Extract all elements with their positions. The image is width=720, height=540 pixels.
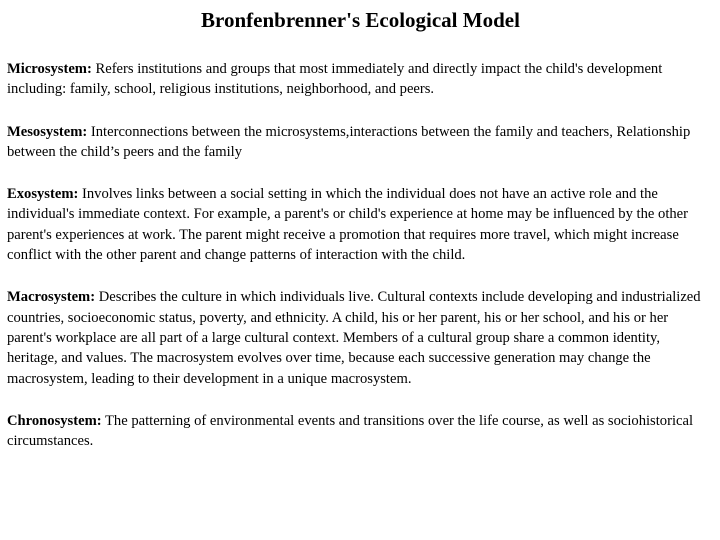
mesosystem-paragraph: [7, 122, 714, 163]
macrosystem-term: Macrosystem:: [7, 289, 96, 306]
exosystem-term: Exosystem:: [7, 186, 79, 203]
chronosystem-term: Chronosystem:: [7, 412, 102, 429]
mesosystem-text: Interconnections between the microsystems,interactions between the family and teachers, Relationship between the child’s peers and the family: [7, 123, 691, 160]
microsystem-term: Microsystem:: [7, 61, 92, 77]
microsystem-text: Refers institutions and groups that most immediately and directly impact the child's development including: family, school, religious institutions, neighborhood, and peers.: [7, 61, 663, 98]
chronosystem-text: The patterning of environmental events and transitions over the life course, as well as sociohistorical circumstances.: [7, 412, 694, 450]
chronosystem-paragraph: [7, 411, 714, 452]
macrosystem-paragraph: [7, 287, 714, 388]
microsystem-paragraph: [7, 59, 714, 100]
exosystem-text: Involves links between a social setting in which the individual does not have an active role and the individual's immediate context. For example, a parent's or child's experience at home may be influenced by the other parent's experiences at work. The parent might receive a promotion that requires more travel, which might increase conflict with the other parent and change patterns of interaction with the child.: [7, 186, 689, 264]
mesosystem-term: Mesosystem:: [7, 123, 88, 140]
exosystem-paragraph: [7, 184, 714, 265]
macrosystem-text: Describes the culture in which individuals live. Cultural contexts include developing and industrialized countries, socioeconomic status, poverty, and ethnicity. A child, his or her parent, his or her school, and his or her parent's workplace are all part of a large cultural context. Members of a cultural group share a common identity, heritage, and values. The macrosystem evolves over time, because each successive generation may change the macrosystem, leading to their development in a unique macrosystem.: [7, 289, 701, 387]
page-title: Bronfenbrenner's Ecological Model: [201, 8, 520, 32]
